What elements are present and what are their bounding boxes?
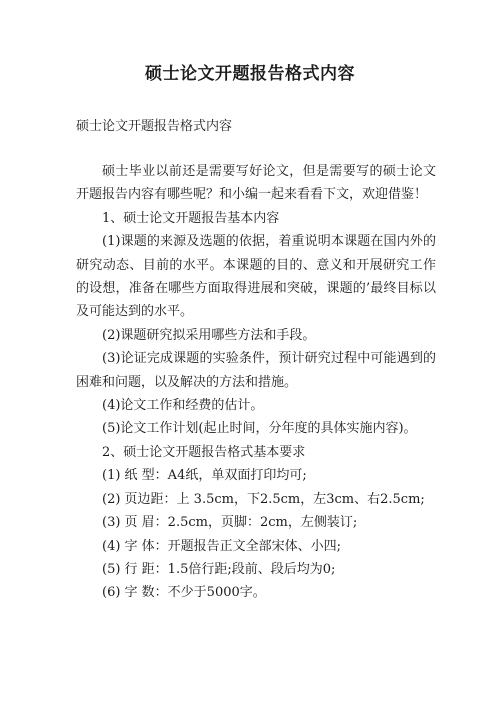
section-2-item: (2) 页边距：上 3.5cm，下2.5cm，左3cm、右2.5cm;: [102, 491, 425, 507]
section-1-item: (5)论文工作计划(起止时间，分年度的具体实施内容)。: [102, 421, 417, 437]
section-1-item: (1)课题的来源及选题的依据，着重说明本课题在国内外的研究动态、目前的水平。本课题的目的、意义和开展研究工作的设想，准备在哪些方面取得进展和突破，课题的’最终目标以及可能达到的水平。: [76, 234, 436, 320]
document-subtitle: 硕士论文开题报告格式内容: [76, 119, 233, 134]
intro-paragraph: 硕士毕业以前还是需要写好论文，但是需要写的硕士论文开题报告内容有哪些呢？和小编一起来看看下文，欢迎借鉴！: [76, 164, 436, 203]
section-2-item: (3) 页 眉：2.5cm，页脚：2cm，左侧装订;: [102, 515, 358, 531]
section-2-item: (6) 字 数：不少于5000字。: [102, 585, 266, 601]
section-1-heading: 1、硕士论文开题报告基本内容: [102, 210, 280, 226]
section-2-item: (1) 纸 型：A4纸，单双面打印均可;: [102, 468, 307, 484]
section-2-item: (4) 字 体：开题报告正文全部宋体、小四;: [102, 538, 342, 554]
section-2-heading: 2、硕士论文开题报告格式基本要求: [102, 444, 306, 460]
section-1-item: (3)论证完成课题的实验条件，预计研究过程中可能遇到的困难和问题，以及解决的方法和措施。: [76, 351, 436, 390]
section-2-item: (5) 行 距：1.5倍行距;段前、段后均为0;: [102, 561, 336, 577]
document-title: 硕士论文开题报告格式内容: [145, 64, 355, 84]
section-1-item: (2)课题研究拟采用哪些方法和手段。: [102, 327, 316, 343]
section-1-item: (4)论文工作和经费的估计。: [102, 398, 264, 414]
document-body: [76, 160, 436, 605]
